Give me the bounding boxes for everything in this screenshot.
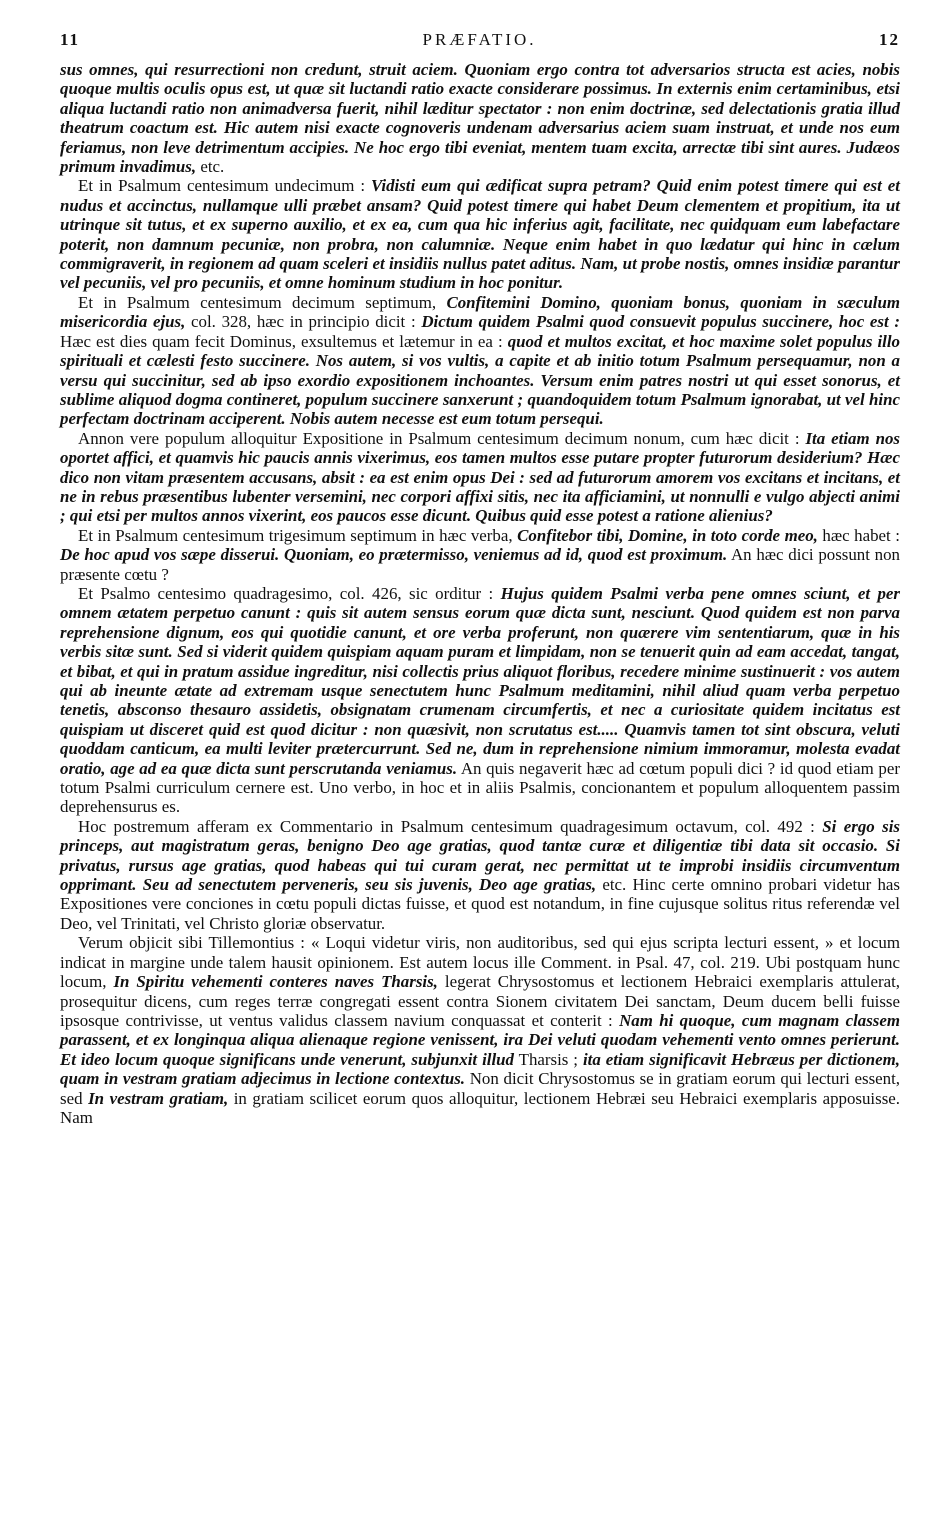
paragraph: Verum objicit sibi Tillemontius : « Loqui videtur viris, non auditoribus, sed qui ejus scripta lecturi essent, » et locum indicat in margine unde talem hausit opinionem. Est autem locus ille Comment. in Psal. 47, col. 219. Ubi postquam hunc locum, In Spiritu vehementi conteres naves Tharsis, legerat Chrysostomus et lectionem Hebraici exemplaris attulerat, prosequitur dicens, cum reges terræ congregati essent contra Sionem civitatem Dei sanctam, Deum ducem belli fuisse ipsosque contrivisse, ut ventus validus classem navium conquassat et conterit : Nam hi quoque, cum magnam classem parassent, et ex longinqua aliqua alienaque regione venissent, ira Dei veluti quodam vehementi vento omnes perierunt. Et ideo locum quoque significans unde venerunt, subjunxit illud Tharsis ; ita etiam significavit Hebræus per dictionem, quam in vestram gratiam adjecimus in lectione contextus. Non dicit Chrysostomus se in gratiam eorum qui lecturi essent, sed In vestram gratiam, in gratiam scilicet eorum quos alloquitur, lectionem Hebræi seu Hebraici exemplaris apposuisse. Nam — [60, 933, 900, 1127]
running-title: PRÆFATIO. — [422, 30, 537, 49]
column-number-right: 12 — [878, 30, 900, 49]
paragraph: Et in Psalmum centesimum undecimum : Vidisti eum qui ædificat supra petram? Quid enim potest timere qui est et nudus et accinctus, nullamque ulli præbet ansam? Quid potest timere qui habet Deum clementem et propitium, ita ut utrinque sit tutus, et ex superno auxilio, et ex ea, cum qua hic inferius agit, facilitate, nec quidquam eum labefactare poterit, non damnum pecuniæ, non probra, non calumniæ. Neque enim habet in quo lædatur qui hinc in cælum commigraverit, in regionem ad quam sceleri et insidiis nullus patet aditus. Nam, ut probe nostis, omnes insidiæ parantur vel pecuniis, vel pro pecuniis, et omne hominum studium in hoc ponitur. — [60, 176, 900, 293]
paragraph: Et in Psalmum centesimum decimum septimum, Confitemini Domino, quoniam bonus, quoniam in sæculum misericordia ejus, col. 328, hæc in principio dicit : Dictum quidem Psalmi quod consuevit populus succinere, hoc est : Hæc est dies quam fecit Dominus, exsultemus et lætemur in ea : quod et multos excitat, et hoc maxime solet populus illo spirituali et cælesti festo succinere. Nos autem, si vos vultis, a capite et ab initio totum Psalmum persequamur, non a versu qui succinitur, sed ab ipso exordio expositionem inchoantes. Versum enim patres nostri ut qui esset sonorus, et sublime aliquod dogma contineret, populum succinere sanxerunt ; quandoquidem totum Psalmum ignorabat, ut vel hinc perfectam doctrinam acciperent. Nobis autem necesse est eum totum persequi. — [60, 292, 900, 429]
paragraph: Et in Psalmum centesimum trigesimum septimum in hæc verba, Confitebor tibi, Domine, in toto corde meo, hæc habet : De hoc apud vos sæpe disserui. Quoniam, eo prætermisso, veniemus ad id, quod est proximum. An hæc dici possunt non præsente cœtu ? — [60, 525, 900, 584]
running-header — [60, 30, 900, 60]
document-page — [60, 30, 900, 1127]
paragraph: sus omnes, qui resurrectioni non credunt, struit aciem. Quoniam ergo contra tot adversarios structa est acies, nobis quoque multis oculis opus est, ut quæ sit luctandi ratio exacte considerare possimus. In externis enim certaminibus, etsi aliqua luctandi ratio non animadversa fuerit, nihil læditur spectator : non enim doctrinæ, sed delectationis gratia illud theatrum coactum est. Hic autem nisi exacte cognoveris undenam adversarius aciem suam instruat, et unde nos eum feriamus, non leve detrimentum accipies. Ne hoc ergo tibi eveniat, mentem tuam excita, arrectæ tibi sint aures. Judæos primum invadimus, etc. — [60, 60, 900, 177]
paragraph: Et Psalmo centesimo quadragesimo, col. 426, sic orditur : Hujus quidem Psalmi verba pene omnes sciunt, et per omnem ætatem perpetuo canunt : quis sit autem sensus eorum quæ dicta sunt, nesciunt. Quod quidem est non parva reprehensione dignum, eos qui quotidie canunt, et ore verba proferunt, non quærere vim sententiarum, quæ in his verbis sitæ sunt. Sed si viderit quidem quispiam aquam puram et limpidam, non se tenuerit quin ad eam accedat, tangat, et bibat, et qui in pratum assidue ingreditur, nisi collectis prius aliquot floribus, recedere minime sustinuerit : vos autem qui ab ineunte ætate ad extremam usque senectutem hunc Psalmum meditamini, nihil aliud quam verba perpetuo tenetis, absconso thesauro assidetis, obsignatam crumenam circumfertis, et nec a curiositate quidem incitatus est quispiam ut disceret quid est quod dicitur : non quæsivit, non scrutatus est..... Quamvis tamen tot sint obscura, veluti quoddam canticum, ea multi leviter prætercurrunt. Sed ne, dum in reprehensione nimium immoramur, molesta evadat oratio, age ad ea quæ dicta sunt perscrutanda veniamus. An quis negaverit hæc ad cœtum populi dici ? id quod etiam per totum Psalmi curriculum cernere est. Uno verbo, in hoc et in aliis Psalmis, concionantem et populum alloquentem passim deprehensurus es. — [60, 583, 901, 817]
body-text — [60, 60, 900, 1127]
column-number-left: 11 — [60, 30, 81, 49]
paragraph: Annon vere populum alloquitur Expositione in Psalmum centesimum decimum nonum, cum hæc dicit : Ita etiam nos oportet affici, et quamvis hic paucis annis vixerimus, eos tamen multos esse putare propter futurorum desiderium? Hæc dico non vitam præsentem accusans, absit : ea est enim opus Dei : sed ad futurorum amorem vos excitans et incitans, et ne in rebus præsentibus lubenter versemini, nec corpori affixi sitis, nec ita afficiamini, ut nonnulli e vulgo abjecti animi ; qui etsi per multos annos vixerint, eos paucos esse dicunt. Quibus quid esse potest a ratione alienius? — [60, 428, 900, 526]
paragraph: Hoc postremum afferam ex Commentario in Psalmum centesimum quadragesimum octavum, col. 492 : Si ergo sis princeps, aut magistratum geras, benigno Deo age gratias, quod tantæ curæ et diligentiæ tibi data sit occasio. Si privatus, rursus age gratias, quod habeas qui tui curam gerat, nec permittat ut te improbi insidiis circumventum opprimant. Seu ad senectutem perveneris, seu sis juvenis, Deo age gratias, etc. Hinc certe omnino probari videtur has Expositiones vere conciones in cœtu populi dictas fuisse, et quod est notandum, in fine cujusque solitus ritus referendæ vel Deo, vel Trinitati, vel Christo gloriæ observatur. — [60, 816, 900, 933]
